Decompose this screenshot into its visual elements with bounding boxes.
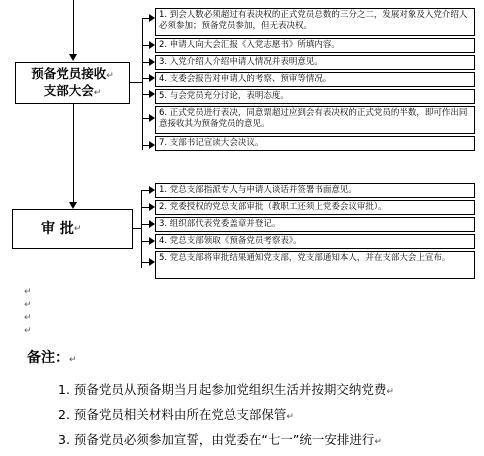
stage1-item-5: 5. 与会党员充分讨论，表明态度。 — [155, 89, 475, 104]
stage1-item-4: 4. 支委会报告对申请人的考察、预审等情况。 — [155, 72, 475, 87]
stage2-item-1: 1. 党总支部指派专人与申请人谈话并签署书面意见。 — [155, 183, 475, 198]
stage1-box: 预备党员接收↵ 支部大会↵ — [15, 62, 130, 104]
stage2-title: 审 批 — [41, 220, 74, 237]
stage1-title-line2: 支部大会 — [43, 83, 94, 98]
stage1-item-3: 3. 入党介绍人介绍申请人情况并表明意见。 — [155, 55, 475, 70]
stage2-box: 审 批 ↵ — [12, 209, 133, 249]
notes-title: 备注：↵ — [27, 350, 77, 366]
note-item-3: 3. 预备党员必须参加宣誓，由党委在“七一”统一安排进行↵ — [58, 432, 382, 447]
empty-line-mark: ↵ — [24, 313, 32, 323]
stage1-item-6: 6. 正式党员进行表决，同意票超过应到会有表决权的正式党员的半数，即可作出同意接收其为预备党员的意见。 — [155, 106, 475, 134]
flow-spine-top — [73, 0, 74, 56]
stage2-item-3: 3. 组织部代表党委盖章并登记。 — [155, 217, 475, 232]
stage1-bracket — [142, 18, 143, 150]
arrow-into-stage2 — [69, 202, 77, 209]
stage1-title-line1: 预备党员接收 — [31, 66, 107, 82]
note-item-1: 1. 预备党员从预备期当月起参加党组织生活并按期交纳党费↵ — [58, 382, 394, 397]
empty-line-mark: ↵ — [24, 300, 32, 310]
stage1-connector — [130, 82, 142, 83]
empty-line-mark: ↵ — [24, 326, 32, 336]
stage1-item-1: 1. 到会人数必须超过有表决权的正式党员总数的三分之二，发展对象及入党介绍人必须参加；预备党员参加，但无表决权。 — [155, 8, 475, 36]
stage2-item-5: 5. 党总支部将审批结果通知党支部，党支部通知本人，并在支部大会上宣布。 — [155, 251, 475, 279]
flow-spine-middle — [73, 104, 74, 204]
stage2-item-2: 2. 党委授权的党总支部审批（教职工还须上党委会议审批）。 — [155, 200, 475, 215]
stage2-connector — [133, 228, 141, 229]
empty-line-mark: ↵ — [24, 287, 32, 297]
stage2-bracket — [141, 190, 142, 268]
stage1-item-2: 2. 申请人向大会汇报《入党志愿书》所填内容。 — [155, 38, 475, 53]
stage1-item-7: 7. 支部书记宣读大会决议。 — [155, 136, 475, 151]
arrow-into-stage1 — [69, 54, 77, 61]
stage2-item-4: 4. 党总支部领取《预备党员考察表》。 — [155, 234, 475, 249]
note-item-2: 2. 预备党员相关材料由所在党总支部保管↵ — [58, 407, 294, 422]
